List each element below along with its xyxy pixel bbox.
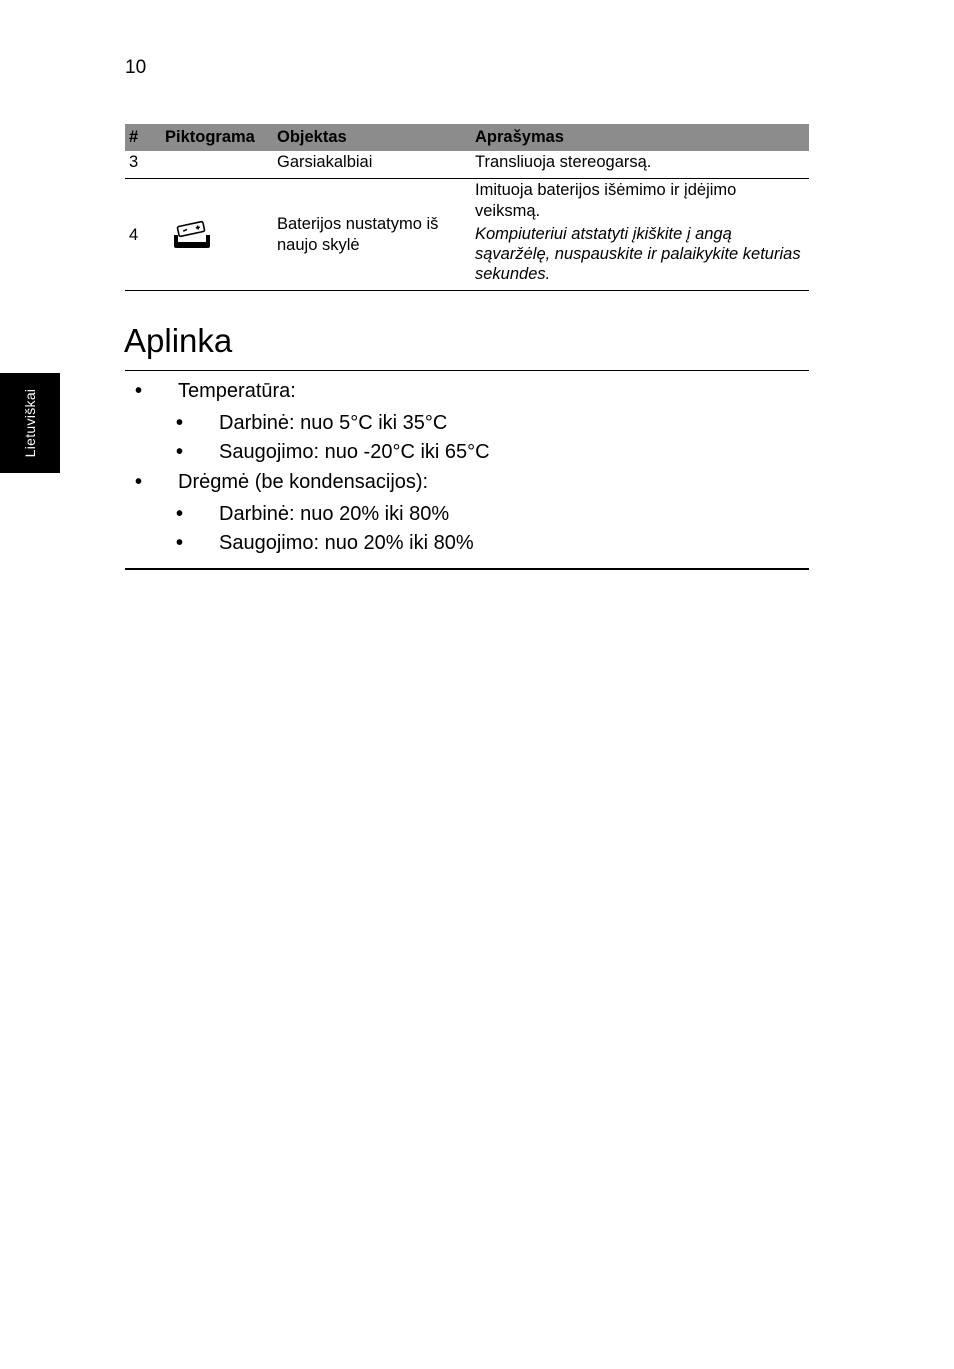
language-side-tab (0, 373, 60, 473)
bullet: • (176, 532, 184, 554)
section-title: Aplinka (124, 322, 233, 359)
table-header-row (125, 124, 809, 151)
row-number: 3 (125, 151, 161, 179)
list-subitem-label: Darbinė: nuo 20% iki 80% (219, 503, 450, 525)
row-item: Garsiakalbiai (273, 151, 471, 179)
table-row (125, 151, 809, 179)
header-icon: Piktograma (161, 124, 273, 151)
battery-reset-icon (171, 220, 213, 250)
list-subitem-label: Darbinė: nuo 5°C iki 35°C (219, 412, 448, 434)
row-icon-cell (161, 151, 273, 179)
bullet: • (135, 471, 143, 493)
list-subitem-label: Saugojimo: nuo -20°C iki 65°C (219, 441, 490, 463)
table-row (125, 179, 809, 291)
row-number: 4 (125, 179, 161, 291)
row-icon-cell (161, 179, 273, 291)
header-description: Aprašymas (471, 124, 809, 151)
bullet: • (135, 380, 143, 402)
row-description: Imituoja baterijos išėmimo ir įdėjimo veiksmą. (475, 181, 737, 220)
list-item-label: Temperatūra: (178, 380, 296, 402)
list-subitem-label: Saugojimo: nuo 20% iki 80% (219, 532, 474, 554)
language-side-tab-label: Lietuviškai (22, 388, 38, 458)
row-item: Baterijos nustatymo iš naujo skylė (273, 179, 471, 291)
bullet: • (176, 503, 184, 525)
bullet: • (176, 412, 184, 434)
section-bottom-rule (125, 568, 809, 570)
row-description-note: Kompiuteriui atstatyti įkiškite į angą sąvaržėlę, nuspauskite ir palaikykite keturias sekundes. (475, 225, 801, 283)
section-top-rule (125, 370, 809, 371)
list-item-label: Drėgmė (be kondensacijos): (178, 471, 429, 493)
row-description: Transliuoja stereogarsą. (471, 151, 809, 179)
page-number: 10 (125, 57, 147, 78)
component-table (125, 124, 809, 291)
header-item: Objektas (273, 124, 471, 151)
header-number: # (125, 124, 161, 151)
row-description-cell (471, 179, 809, 291)
bullet: • (176, 441, 184, 463)
